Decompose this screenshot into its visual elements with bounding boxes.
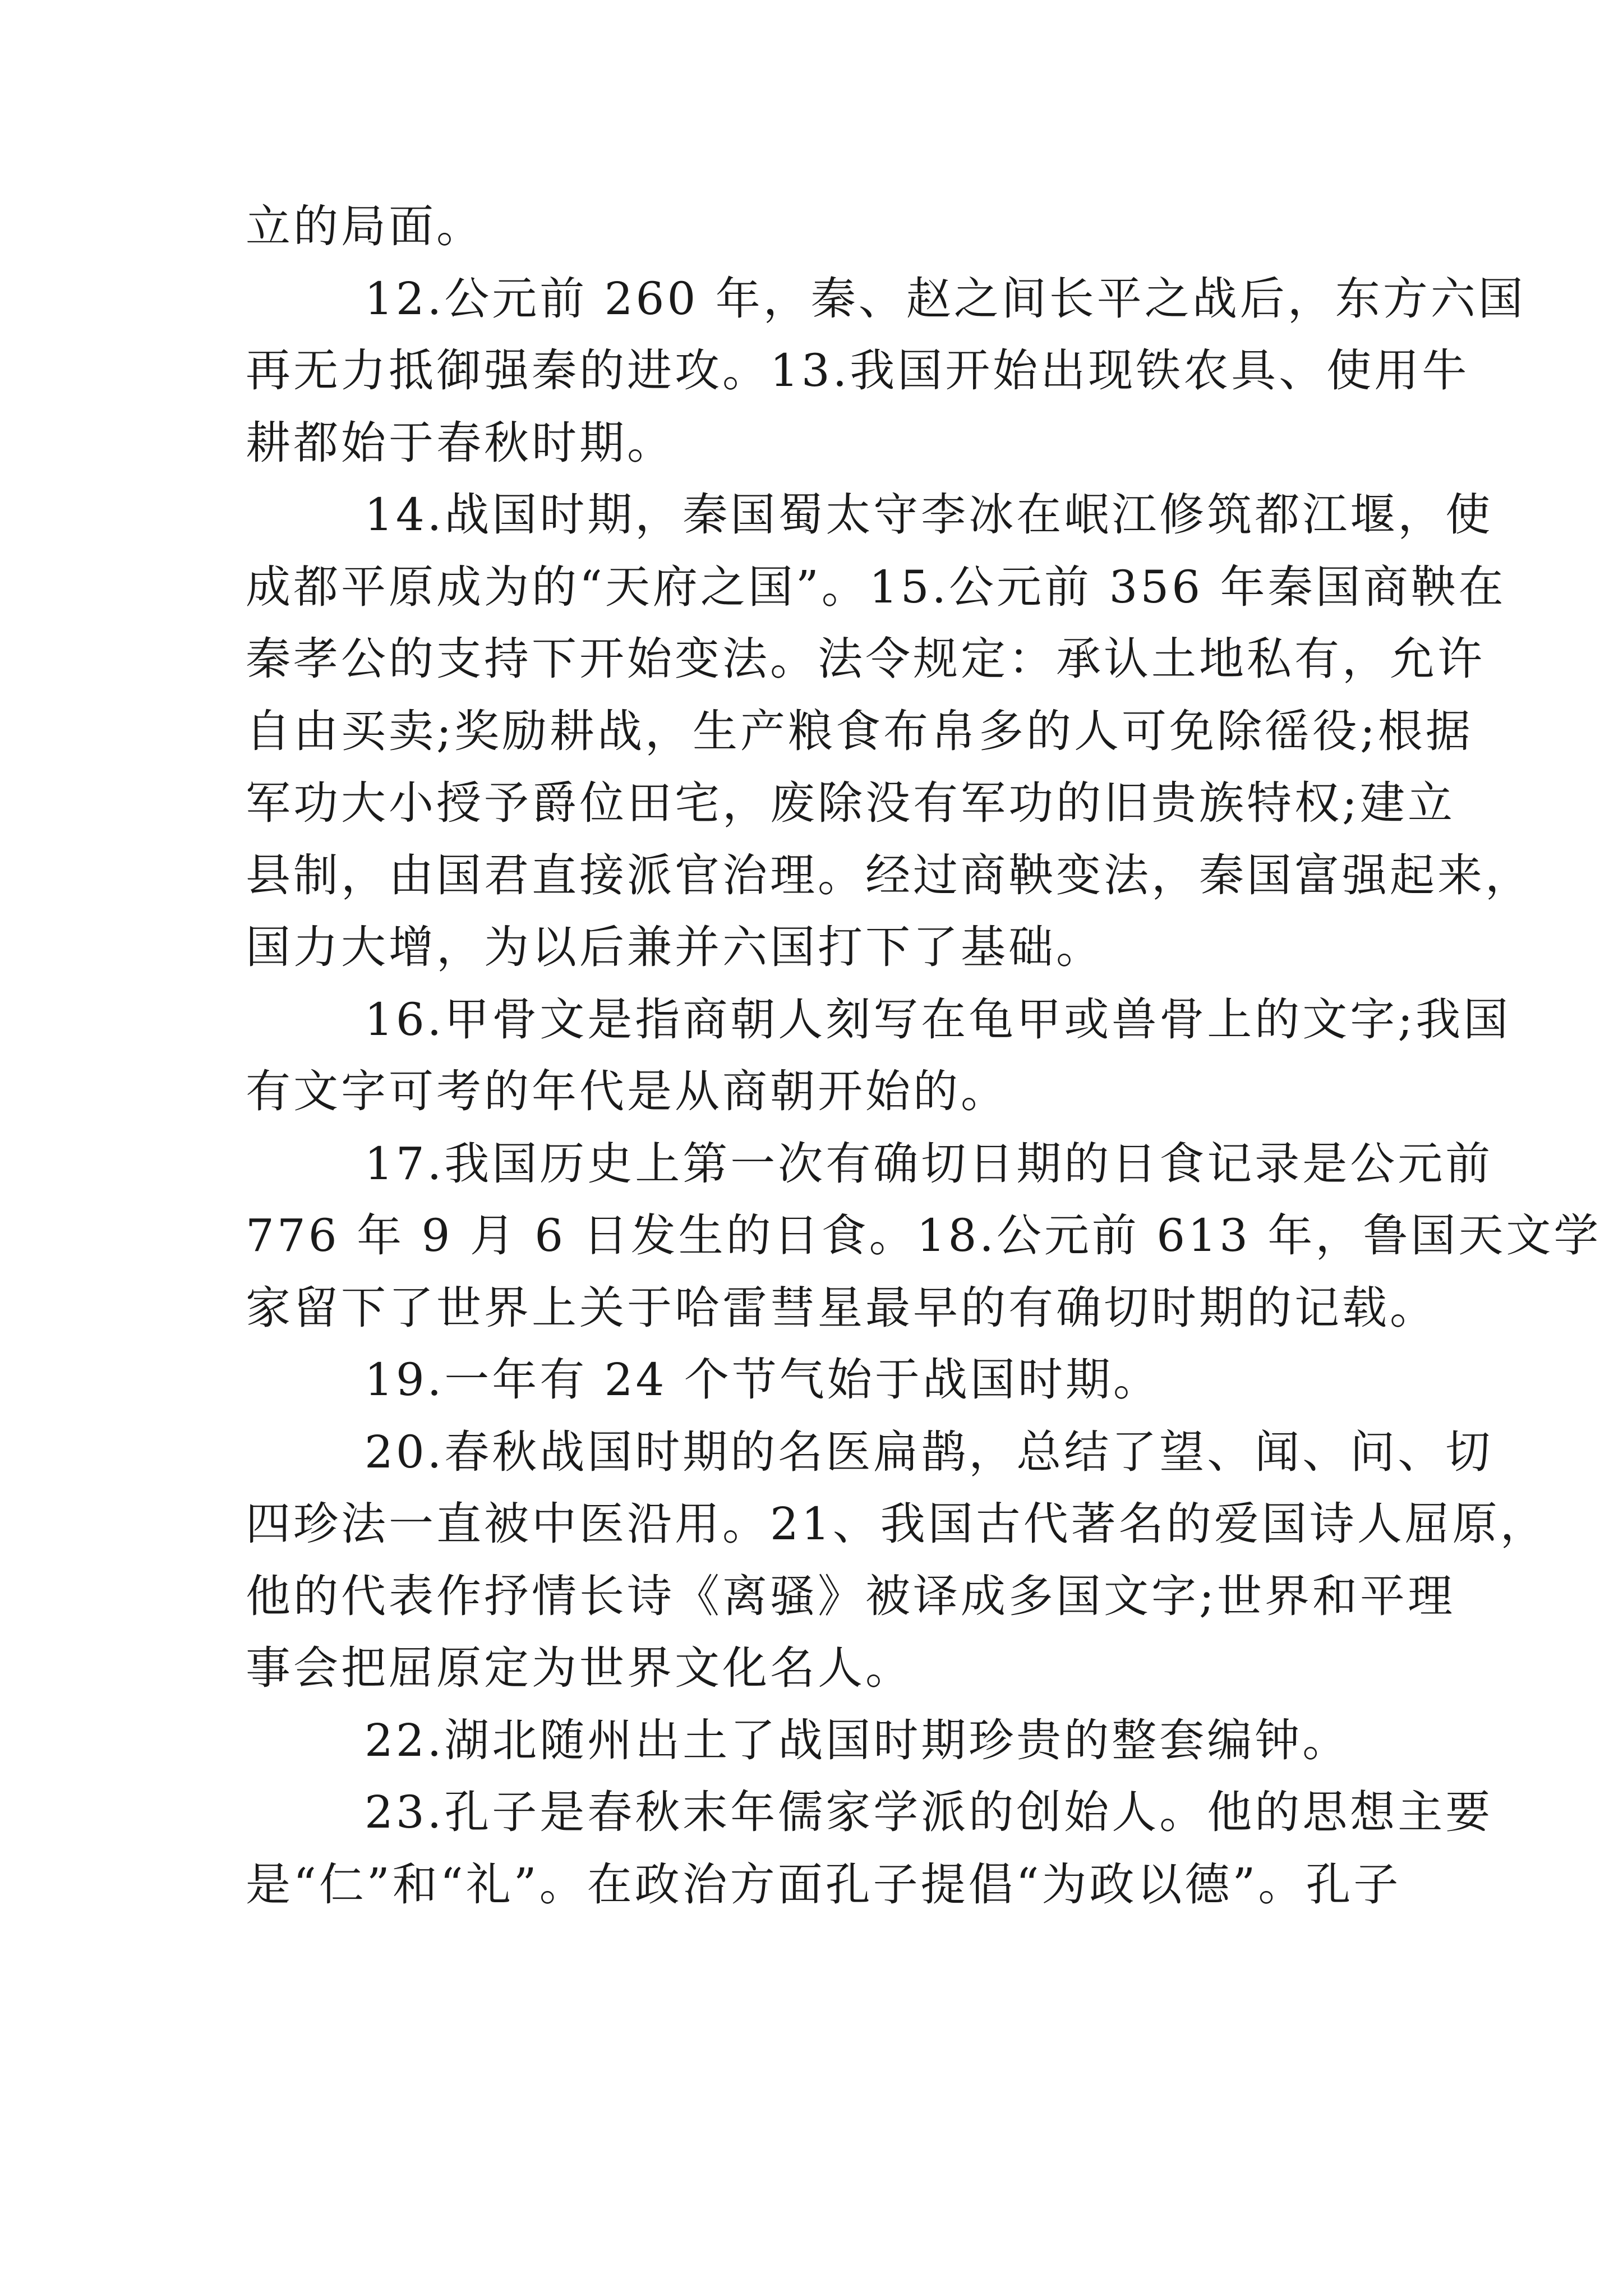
text-line: 国力大增，为以后兼并六国打下了基础。 — [246, 921, 1104, 973]
text-line: 再无力抵御强秦的进攻。13.我国开始出现铁农具、使用牛 — [246, 344, 1470, 397]
text-line: 19.一年有 24 个节气始于战国时期。 — [365, 1354, 1161, 1406]
text-line: 776 年 9 月 6 日发生的日食。18.公元前 613 年，鲁国天文学 — [246, 1209, 1602, 1262]
text-line: 军功大小授予爵位田宅，废除没有军功的旧贵族特权;建立 — [246, 777, 1455, 829]
text-line: 是“仁”和“礼”。在政治方面孔子提倡“为政以德”。孔子 — [246, 1858, 1401, 1911]
text-line: 秦孝公的支持下开始变法。法令规定：承认土地私有，允许 — [246, 633, 1485, 685]
text-line: 16.甲骨文是指商朝人刻写在龟甲或兽骨上的文字;我国 — [365, 993, 1511, 1046]
text-line: 14.战国时期，秦国蜀太守李冰在岷江修筑都江堰，使 — [365, 489, 1493, 541]
text-line: 成都平原成为的“天府之国”。15.公元前 356 年秦国商鞅在 — [246, 560, 1506, 613]
text-line: 耕都始于春秋时期。 — [246, 416, 675, 469]
text-line: 立的局面。 — [246, 200, 484, 252]
document-body — [246, 191, 1602, 1921]
text-line: 县制，由国君直接派官治理。经过商鞅变法，秦国富强起来， — [246, 849, 1533, 901]
text-line: 22.湖北随州出土了战国时期珍贵的整套编钟。 — [365, 1714, 1350, 1766]
text-line: 12.公元前 260 年，秦、赵之间长平之战后，东方六国 — [365, 272, 1526, 325]
text-line: 20.春秋战国时期的名医扁鹊，总结了望、闻、问、切 — [365, 1425, 1493, 1478]
text-line: 23.孔子是春秋末年儒家学派的创始人。他的思想主要 — [365, 1786, 1493, 1838]
text-line: 家留下了世界上关于哈雷彗星最早的有确切时期的记载。 — [246, 1281, 1437, 1334]
text-line: 四珍法一直被中医沿用。21、我国古代著名的爱国诗人屈原， — [246, 1498, 1548, 1550]
text-line: 有文字可考的年代是从商朝开始的。 — [246, 1065, 1008, 1117]
text-line: 自由买卖;奖励耕战，生产粮食布帛多的人可免除徭役;根据 — [246, 705, 1473, 757]
text-line: 他的代表作抒情长诗《离骚》被译成多国文字;世界和平理 — [246, 1570, 1455, 1622]
text-line: 17.我国历史上第一次有确切日期的日食记录是公元前 — [365, 1137, 1493, 1190]
text-line: 事会把屈原定为世界文化名人。 — [246, 1642, 913, 1694]
